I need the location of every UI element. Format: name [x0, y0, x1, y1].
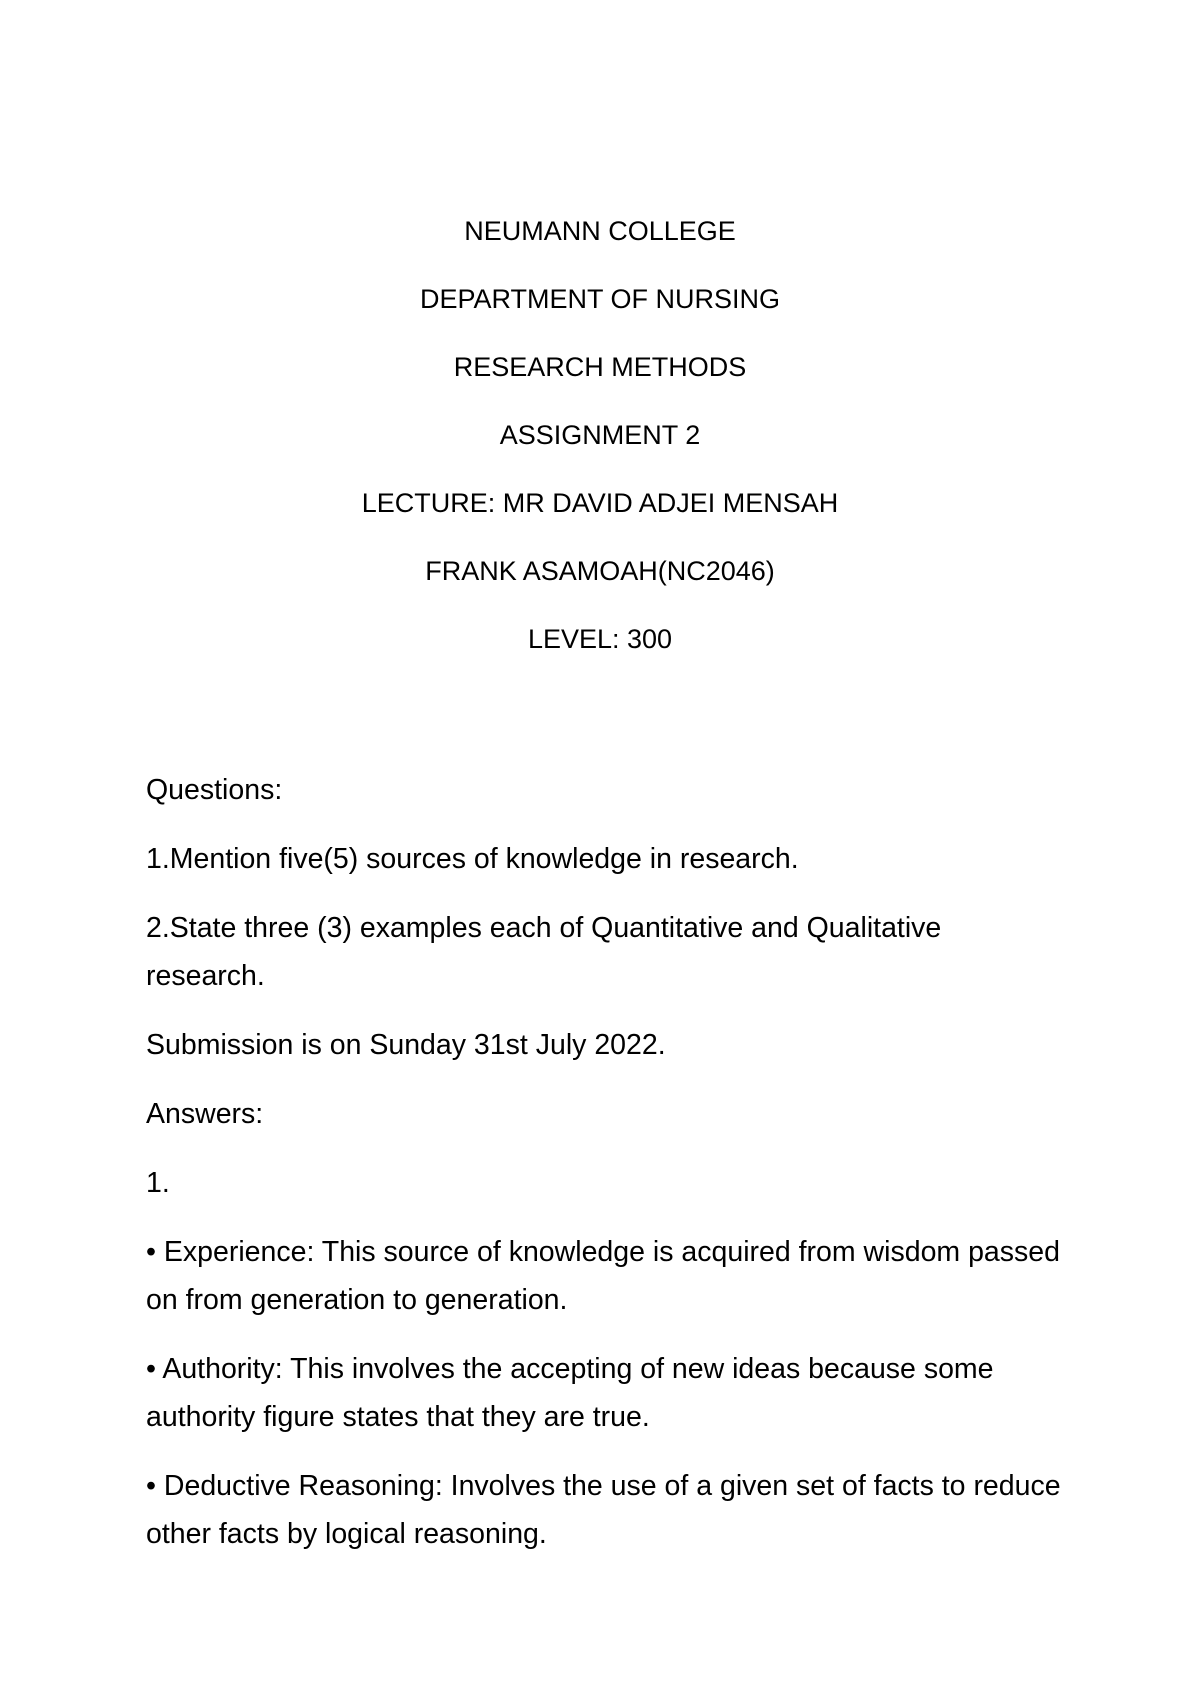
department-name: DEPARTMENT OF NURSING — [419, 284, 781, 314]
questions-heading: Questions: — [146, 774, 283, 806]
answer-bullet-experience: • Experience: This source of knowledge is acquired from wisdom passed on from generation to generation. — [146, 1236, 1060, 1316]
answer-bullet-authority: • Authority: This involves the accepting of new ideas because some authority figure states that they are true. — [146, 1353, 994, 1433]
submission-note: Submission is on Sunday 31st July 2022. — [146, 1029, 666, 1061]
document-body — [146, 766, 1066, 1579]
question-1: 1.Mention five(5) sources of knowledge in research. — [146, 843, 799, 875]
course-name: RESEARCH METHODS — [453, 352, 747, 382]
answer-number: 1. — [146, 1167, 170, 1199]
college-name: NEUMANN COLLEGE — [464, 216, 736, 246]
student-name: FRANK ASAMOAH(NC2046) — [425, 556, 775, 586]
student-level: LEVEL: 300 — [527, 624, 673, 654]
lecturer-name: LECTURE: MR DAVID ADJEI MENSAH — [361, 488, 839, 518]
title-block — [0, 214, 1200, 690]
answer-bullet-deductive: • Deductive Reasoning: Involves the use of a given set of facts to reduce other facts by logical reasoning. — [146, 1470, 1061, 1550]
question-2: 2.State three (3) examples each of Quantitative and Qualitative research. — [146, 912, 942, 992]
answers-heading: Answers: — [146, 1098, 264, 1130]
assignment-title: ASSIGNMENT 2 — [499, 420, 701, 450]
